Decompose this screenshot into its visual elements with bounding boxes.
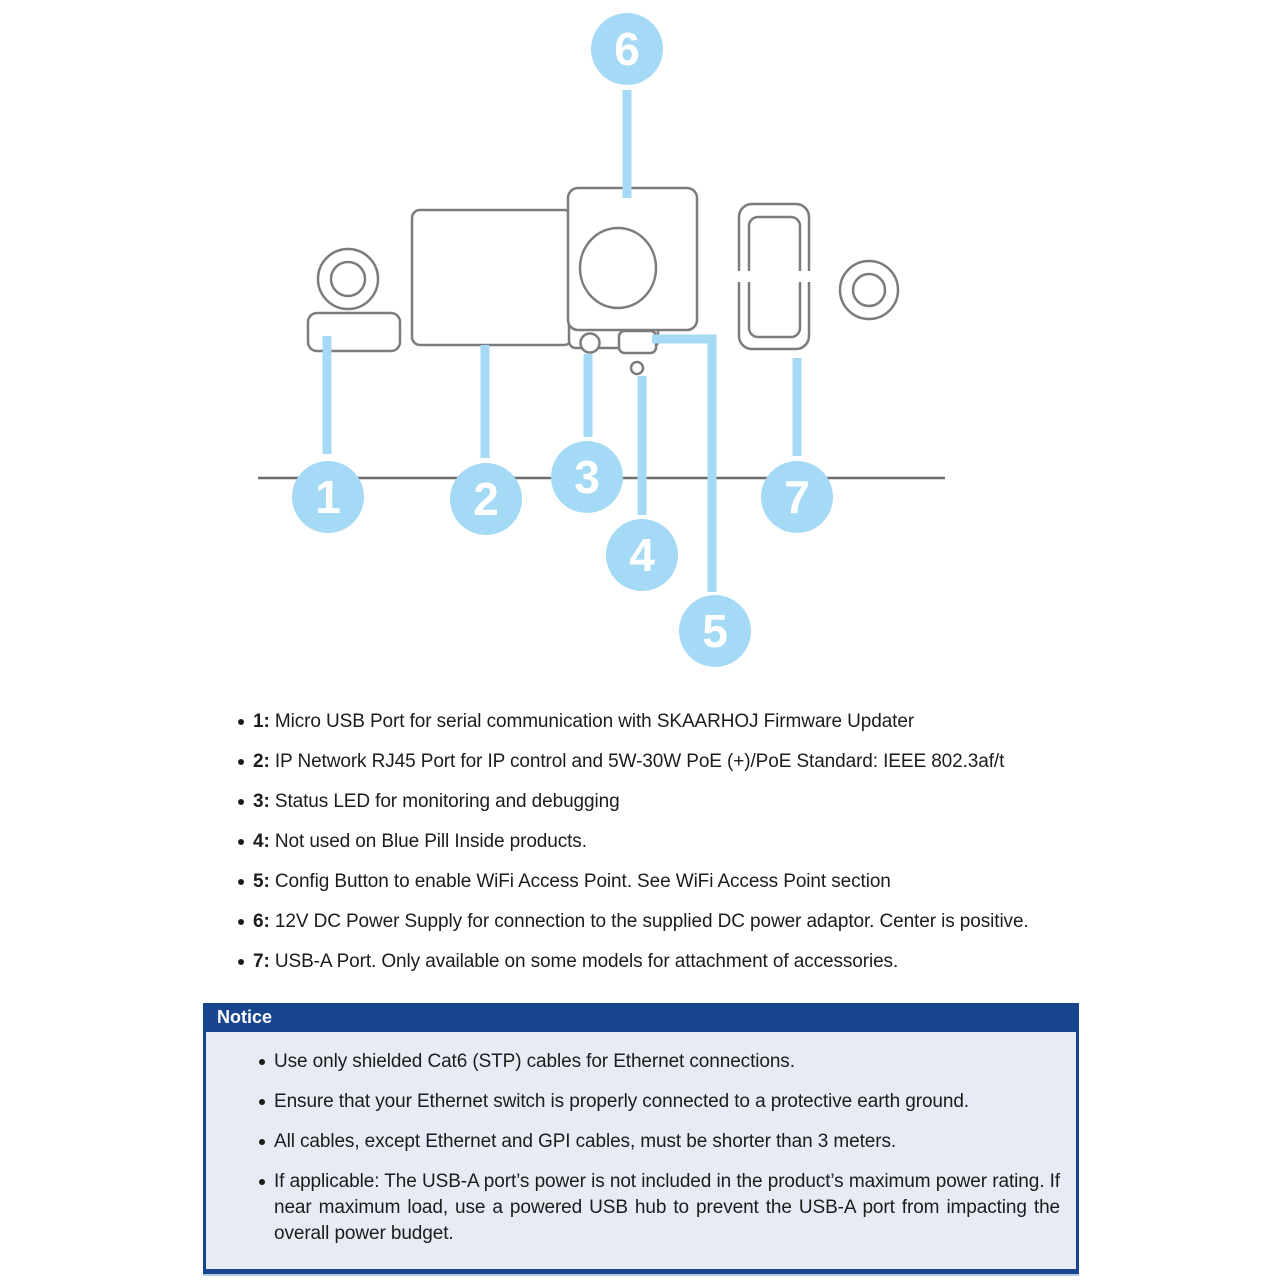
bullet-dot-icon bbox=[259, 1139, 265, 1145]
bullet-dot-icon bbox=[238, 919, 244, 925]
legend-item-number: 6: bbox=[253, 911, 270, 932]
callout-number-4: 4 bbox=[629, 529, 655, 581]
callout-number-1: 1 bbox=[315, 471, 341, 523]
bullet-dot-icon bbox=[238, 879, 244, 885]
notice-item bbox=[259, 1169, 1060, 1247]
bullet-dot-icon bbox=[259, 1179, 265, 1185]
mount-hole-left-inner-icon bbox=[331, 262, 365, 296]
bullet-dot-icon bbox=[259, 1099, 265, 1105]
usb-a-gap-right bbox=[794, 271, 815, 282]
mount-hole-right-outer-icon bbox=[840, 261, 898, 319]
legend-item bbox=[238, 702, 1138, 742]
legend-item bbox=[238, 902, 1138, 942]
notice-item-text: If applicable: The USB-A port’s power is not included in the product’s maximum power rating. If near maximum load, use a powered USB hub to prevent the USB-A port from impacting the overall power budget. bbox=[274, 1171, 1060, 1244]
notice-item bbox=[259, 1089, 1060, 1115]
legend-item bbox=[238, 822, 1138, 862]
mount-hole-left-outer-icon bbox=[318, 249, 378, 309]
legend-item-text: USB-A Port. Only available on some models for attachment of accessories. bbox=[269, 951, 899, 972]
micro-usb-port-icon bbox=[308, 313, 400, 351]
usb-a-gap-left bbox=[733, 271, 754, 282]
notice-item-text: Use only shielded Cat6 (STP) cables for Ethernet connections. bbox=[274, 1051, 795, 1072]
callout-number-3: 3 bbox=[574, 451, 600, 503]
status-led-icon bbox=[581, 334, 600, 353]
legend-item bbox=[238, 742, 1138, 782]
legend-item-number: 2: bbox=[253, 751, 270, 772]
legend-item bbox=[238, 942, 1138, 982]
bullet-dot-icon bbox=[238, 719, 244, 725]
callout-number-6: 6 bbox=[614, 23, 640, 75]
notice-item bbox=[259, 1049, 1060, 1075]
callout-number-5: 5 bbox=[702, 605, 728, 657]
dc-power-body-icon bbox=[568, 188, 697, 330]
notice-item bbox=[259, 1129, 1060, 1155]
legend-item-number: 1: bbox=[253, 711, 270, 732]
legend-item-number: 3: bbox=[253, 791, 270, 812]
bullet-dot-icon bbox=[259, 1059, 265, 1065]
notice-body bbox=[203, 1032, 1079, 1274]
callout-number-2: 2 bbox=[473, 473, 499, 525]
mount-hole-right-inner-icon bbox=[853, 274, 885, 306]
usb-a-port-inner-icon bbox=[749, 217, 800, 337]
notice-title: Notice bbox=[203, 1003, 1079, 1032]
bullet-dot-icon bbox=[238, 759, 244, 765]
legend-item-text: Micro USB Port for serial communication with SKAARHOJ Firmware Updater bbox=[269, 711, 915, 732]
unused-hole-icon bbox=[631, 362, 643, 374]
legend-item-text: 12V DC Power Supply for connection to the supplied DC power adaptor. Center is positive. bbox=[269, 911, 1029, 932]
legend-item-text: Not used on Blue Pill Inside products. bbox=[269, 831, 587, 852]
bullet-dot-icon bbox=[238, 799, 244, 805]
legend-item bbox=[238, 862, 1138, 902]
notice-item-text: All cables, except Ethernet and GPI cables, must be shorter than 3 meters. bbox=[274, 1131, 897, 1152]
rj45-port-icon bbox=[412, 210, 572, 345]
bullet-dot-icon bbox=[238, 959, 244, 965]
notice-box bbox=[203, 1003, 1079, 1274]
legend-item-number: 5: bbox=[253, 871, 270, 892]
legend-item bbox=[238, 782, 1138, 822]
callout-number-7: 7 bbox=[784, 471, 810, 523]
legend-item-number: 7: bbox=[253, 951, 270, 972]
bullet-dot-icon bbox=[238, 839, 244, 845]
legend-item-text: IP Network RJ45 Port for IP control and 5W-30W PoE (+)/PoE Standard: IEEE 802.3af/t bbox=[269, 751, 1005, 772]
legend-item-text: Config Button to enable WiFi Access Point. See WiFi Access Point section bbox=[269, 871, 891, 892]
legend-item-number: 4: bbox=[253, 831, 270, 852]
legend-item-text: Status LED for monitoring and debugging bbox=[269, 791, 620, 812]
port-legend-list bbox=[238, 702, 1138, 982]
config-button-icon bbox=[619, 331, 656, 353]
notice-item-text: Ensure that your Ethernet switch is properly connected to a protective earth ground. bbox=[274, 1091, 969, 1112]
